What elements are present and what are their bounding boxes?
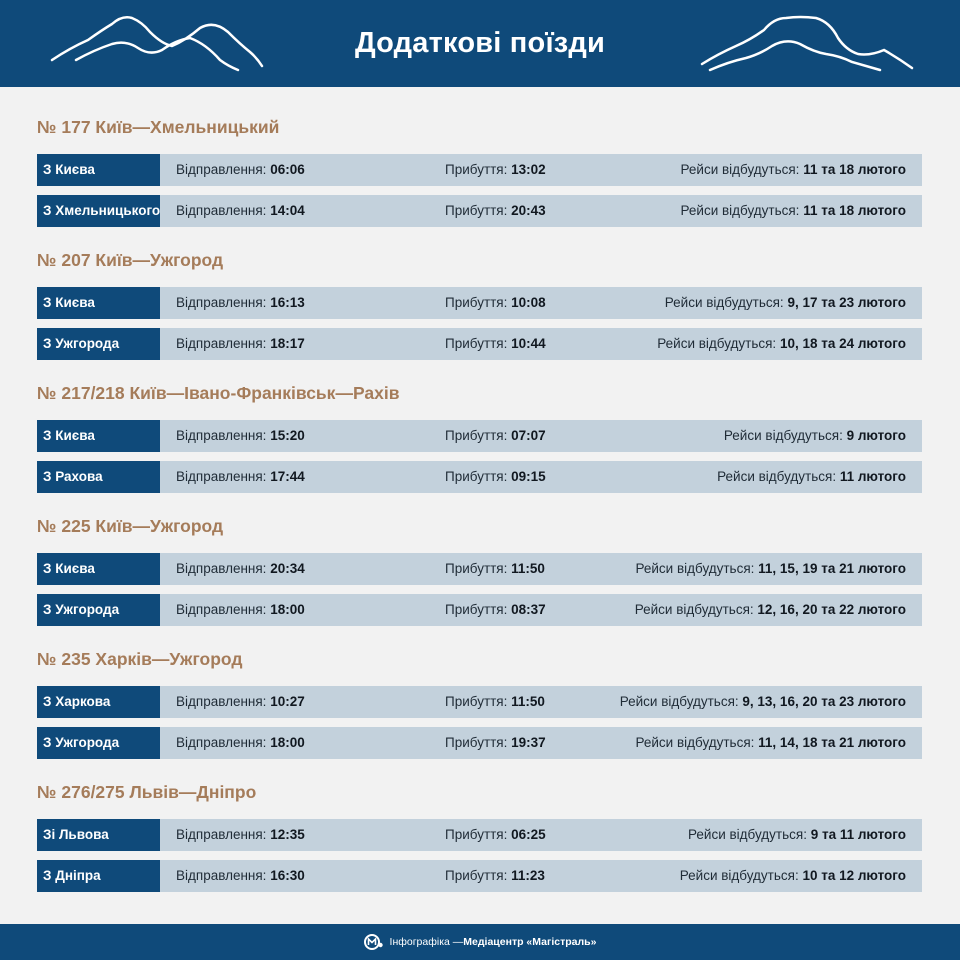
runs-dates-value: 11 та 18 лютого (803, 203, 906, 218)
departure-time: 18:00 (270, 602, 305, 617)
runs-dates-value: 9, 13, 16, 20 та 23 лютого (742, 694, 906, 709)
runs-label: Рейси відбудуться: (664, 295, 788, 310)
schedule-row (37, 686, 922, 718)
run-dates (620, 686, 906, 718)
runs-dates-value: 11 та 18 лютого (803, 162, 906, 177)
arrival (445, 553, 545, 585)
arrival (445, 686, 545, 718)
run-dates (665, 287, 906, 319)
departure (176, 553, 305, 585)
runs-label: Рейси відбудуться: (635, 735, 759, 750)
arrival-time: 11:23 (511, 868, 545, 883)
run-dates (680, 154, 906, 186)
schedule-row (37, 727, 922, 759)
arrival-label: Прибуття: (445, 295, 512, 310)
runs-label: Рейси відбудуться: (680, 203, 804, 218)
schedule-row (37, 195, 922, 227)
arrival (445, 287, 546, 319)
runs-dates-value: 9 та 11 лютого (810, 827, 906, 842)
arrival-time: 08:37 (511, 602, 546, 617)
arrival-label: Прибуття: (445, 336, 512, 351)
arrival-label: Прибуття: (445, 735, 512, 750)
run-dates (657, 328, 906, 360)
arrival-label: Прибуття: (445, 868, 512, 883)
arrival-label: Прибуття: (445, 469, 512, 484)
direction-label: З Ужгорода (37, 727, 160, 759)
train-block (37, 376, 922, 509)
arrival-label: Прибуття: (445, 694, 512, 709)
direction-label: З Ужгорода (37, 328, 160, 360)
schedule (37, 110, 922, 908)
arrival (445, 461, 546, 493)
runs-dates-value: 12, 16, 20 та 22 лютого (757, 602, 906, 617)
train-block (37, 110, 922, 243)
run-dates (635, 594, 906, 626)
run-dates (688, 819, 906, 851)
direction-label: З Ужгорода (37, 594, 160, 626)
departure (176, 420, 305, 452)
runs-dates-value: 11 лютого (839, 469, 906, 484)
runs-label: Рейси відбудуться: (680, 162, 804, 177)
schedule-row (37, 461, 922, 493)
schedule-row (37, 287, 922, 319)
departure (176, 328, 305, 360)
departure-label: Відправлення: (176, 295, 271, 310)
departure (176, 686, 305, 718)
runs-label: Рейси відбудуться: (717, 469, 840, 484)
runs-dates-value: 9, 17 та 23 лютого (787, 295, 906, 310)
departure-time: 18:00 (270, 735, 305, 750)
run-dates (635, 553, 906, 585)
runs-dates-value: 11, 14, 18 та 21 лютого (758, 735, 906, 750)
run-dates (635, 727, 906, 759)
runs-dates-value: 9 лютого (846, 428, 906, 443)
departure-time: 14:04 (270, 203, 305, 218)
direction-label: З Хмельницького (37, 195, 160, 227)
arrival (445, 594, 546, 626)
arrival-time: 20:43 (511, 203, 546, 218)
runs-label: Рейси відбудуться: (657, 336, 780, 351)
arrival-label: Прибуття: (445, 162, 512, 177)
departure (176, 461, 305, 493)
run-dates (680, 195, 906, 227)
runs-label: Рейси відбудуться: (619, 694, 743, 709)
runs-dates-value: 10, 18 та 24 лютого (779, 336, 906, 351)
direction-label: З Києва (37, 154, 160, 186)
departure-time: 16:13 (270, 295, 305, 310)
departure-label: Відправлення: (176, 203, 271, 218)
schedule-row (37, 328, 922, 360)
train-title: № 235 Харків—Ужгород (37, 649, 243, 669)
runs-label: Рейси відбудуться: (634, 602, 758, 617)
departure-label: Відправлення: (176, 868, 271, 883)
arrival-time: 13:02 (511, 162, 546, 177)
direction-label: З Києва (37, 553, 160, 585)
direction-label: З Дніпра (37, 860, 160, 892)
departure (176, 195, 305, 227)
train-block (37, 243, 922, 376)
departure (176, 594, 305, 626)
schedule-row (37, 594, 922, 626)
arrival-label: Прибуття: (445, 827, 512, 842)
departure-time: 16:30 (270, 868, 305, 883)
runs-label: Рейси відбудуться: (723, 428, 847, 443)
arrival (445, 727, 546, 759)
arrival (445, 154, 546, 186)
schedule-row (37, 154, 922, 186)
departure-label: Відправлення: (176, 469, 271, 484)
departure-time: 20:34 (270, 561, 305, 576)
arrival-time: 11:50 (511, 561, 545, 576)
train-block (37, 775, 922, 908)
arrival-time: 10:44 (511, 336, 546, 351)
footer-prefix: Інфографіка — (389, 936, 464, 948)
arrival (445, 195, 546, 227)
departure-label: Відправлення: (176, 694, 271, 709)
train-title: № 217/218 Київ—Івано-Франківськ—Рахів (37, 383, 400, 403)
mountains-icon (700, 10, 915, 75)
departure-label: Відправлення: (176, 162, 271, 177)
arrival (445, 860, 545, 892)
schedule-row (37, 553, 922, 585)
schedule-row (37, 420, 922, 452)
departure-time: 10:27 (270, 694, 305, 709)
departure-label: Відправлення: (176, 827, 271, 842)
departure-time: 06:06 (270, 162, 305, 177)
arrival-time: 11:50 (511, 694, 545, 709)
train-title: № 276/275 Львів—Дніпро (37, 782, 257, 802)
departure-label: Відправлення: (176, 602, 271, 617)
run-dates (680, 860, 906, 892)
arrival-time: 09:15 (511, 469, 546, 484)
departure-label: Відправлення: (176, 336, 271, 351)
departure-label: Відправлення: (176, 428, 271, 443)
runs-dates-value: 10 та 12 лютого (802, 868, 906, 883)
runs-dates-value: 11, 15, 19 та 21 лютого (758, 561, 906, 576)
arrival-label: Прибуття: (445, 561, 512, 576)
arrival-time: 10:08 (511, 295, 546, 310)
train-block (37, 509, 922, 642)
header-banner (0, 0, 960, 87)
direction-label: З Рахова (37, 461, 160, 493)
arrival-label: Прибуття: (445, 602, 512, 617)
train-title: № 225 Київ—Ужгород (37, 516, 224, 536)
arrival-time: 07:07 (511, 428, 546, 443)
runs-label: Рейси відбудуться: (688, 827, 811, 842)
direction-label: З Харкова (37, 686, 160, 718)
run-dates (724, 420, 906, 452)
departure-label: Відправлення: (176, 735, 271, 750)
departure (176, 727, 305, 759)
departure-time: 15:20 (270, 428, 305, 443)
arrival (445, 819, 546, 851)
run-dates (717, 461, 906, 493)
departure (176, 860, 305, 892)
train-title: № 207 Київ—Ужгород (37, 250, 224, 270)
arrival (445, 328, 546, 360)
direction-label: Зі Львова (37, 819, 160, 851)
departure (176, 154, 305, 186)
train-title: № 177 Київ—Хмельницький (37, 117, 280, 137)
runs-label: Рейси відбудуться: (635, 561, 759, 576)
page-title: Додаткові поїзди (354, 27, 606, 59)
departure (176, 819, 305, 851)
schedule-row (37, 819, 922, 851)
schedule-row (37, 860, 922, 892)
train-block (37, 642, 922, 775)
footer (0, 924, 960, 960)
arrival-label: Прибуття: (445, 203, 512, 218)
magistral-logo-icon (364, 934, 384, 950)
departure-label: Відправлення: (176, 561, 271, 576)
departure-time: 12:35 (270, 827, 305, 842)
departure-time: 18:17 (270, 336, 305, 351)
arrival (445, 420, 546, 452)
arrival-time: 06:25 (511, 827, 546, 842)
departure-time: 17:44 (270, 469, 305, 484)
departure (176, 287, 305, 319)
arrival-time: 19:37 (511, 735, 546, 750)
runs-label: Рейси відбудуться: (679, 868, 803, 883)
direction-label: З Києва (37, 287, 160, 319)
arrival-label: Прибуття: (445, 428, 512, 443)
footer-brand: Медіацентр «Магістраль» (463, 936, 597, 948)
direction-label: З Києва (37, 420, 160, 452)
